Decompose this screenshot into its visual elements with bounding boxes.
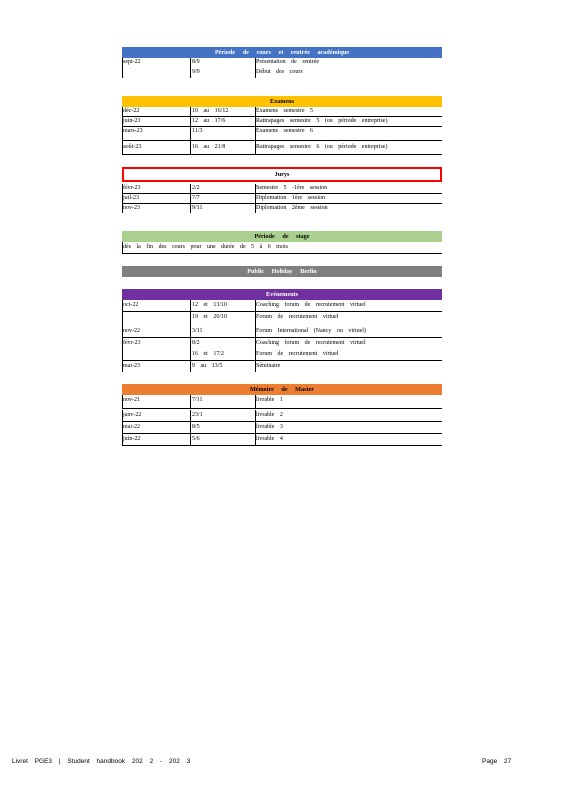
holiday-header: Public Holiday Berlin [122,266,442,277]
examens-header: Examens [122,96,442,107]
row-days: 5/6 [192,436,200,442]
row-date: nov-22 [123,328,140,334]
row-date: août-23 [123,144,142,150]
stage-text: dès la fin des cours pour une durée de 5 à 6 mois [123,244,288,250]
table-row [122,349,442,361]
row-date: mai-23 [123,363,140,369]
table-row [122,58,442,67]
row-days: 12 au 17/6 [192,118,226,124]
row-days: 9/11 [192,205,203,211]
row-desc: Examens semestre 6 [256,128,313,134]
table-row [122,127,442,141]
row-days: 2/2 [192,185,200,191]
row-date: juin-22 [123,436,141,442]
row-desc: Présentation de rentrée [256,59,319,65]
table-row [122,410,442,422]
table-row [122,194,442,204]
table-row [122,204,442,213]
row-desc: Diplomation 1ère session [256,195,325,201]
row-desc: Examens semestre 5 [256,108,313,114]
row-days: 7/11 [192,397,203,403]
row-days: 9/9 [192,69,200,75]
table-row [122,141,442,155]
table-row [122,326,442,338]
table-row [122,395,442,409]
table-row [122,117,442,127]
row-days: 19 et 20/10 [192,314,227,320]
table-row [122,422,442,434]
stage-section [122,231,442,254]
row-desc: Forum de recrutement virtuel [256,351,339,357]
row-desc: Diplomation 2ème session [256,205,328,211]
cours-header: Période de cours et rentrée académique [122,47,442,58]
evenements-section [122,289,442,372]
row-date: oct-22 [123,302,139,308]
row-days: 8/2 [192,340,200,346]
row-days: 3/11 [192,328,203,334]
stage-header: Période de stage [122,231,442,242]
row-date: févr-23 [123,185,141,191]
row-days: 23/1 [192,412,203,418]
memoire-header: Mémoire de Master [122,384,442,395]
evenements-header: Evénements [122,289,442,300]
row-date: nov-23 [123,205,140,211]
table-row [122,338,442,349]
row-desc: Coaching forum de recrutement virtuel [256,302,366,308]
table-row [122,107,442,117]
row-desc: Coaching forum de recrutement virtuel [256,340,366,346]
table-row [122,312,442,326]
row-desc: Rattrapages semestre 6 (ou période entreprise) [256,144,388,150]
row-date: mai-22 [123,424,140,430]
row-days: 10 au 16/12 [192,108,229,114]
row-days: 11/3 [192,128,203,134]
row-date: juin-23 [123,118,141,124]
holiday-section [122,266,442,277]
row-desc: livrable 3 [256,424,283,430]
table-row [122,67,442,78]
row-days: 12 et 13/10 [192,302,227,308]
cours-section [122,47,442,78]
jurys-section [122,167,442,213]
footer-left: Livret PGE3 | Student handbook 202 2 - 202 3 [12,758,191,765]
row-date: janv-22 [123,412,142,418]
table-row [122,242,442,254]
table-row [122,300,442,312]
row-desc: Forum de recrutement virtuel [256,314,339,320]
row-desc: livrable 2 [256,412,283,418]
row-desc: Rattrapages semestre 5 (ou période entreprise) [256,118,388,124]
row-date: sept-22 [123,59,141,65]
footer-page-number: Page 27 [482,758,512,765]
table-row [122,434,442,446]
row-desc: Séminaire [256,363,281,369]
row-desc: Semestre 5 -1ère session [256,185,328,191]
examens-section [122,96,442,155]
table-row [122,184,442,194]
jurys-header: Jurys [122,167,442,182]
row-date: févr-23 [123,340,141,346]
memoire-section [122,384,442,446]
row-days: 16 au 21/8 [192,144,226,150]
row-date: mars-23 [123,128,143,134]
row-days: 9 au 13/5 [192,363,223,369]
row-days: 16 et 17/2 [192,351,224,357]
table-row [122,361,442,372]
row-desc: livrable 4 [256,436,283,442]
row-desc: livrable 1 [256,397,283,403]
row-date: nov-21 [123,397,140,403]
row-days: 8/5 [192,424,200,430]
calendar-sheet [122,47,442,446]
row-date: juil-23 [123,195,139,201]
row-date: déc-22 [123,108,140,114]
row-days: 7/7 [192,195,200,201]
row-desc: Début des cours [256,69,303,75]
row-desc: Forum International (Nancy ou virtuel) [256,328,366,334]
row-days: 8/9 [192,59,200,65]
